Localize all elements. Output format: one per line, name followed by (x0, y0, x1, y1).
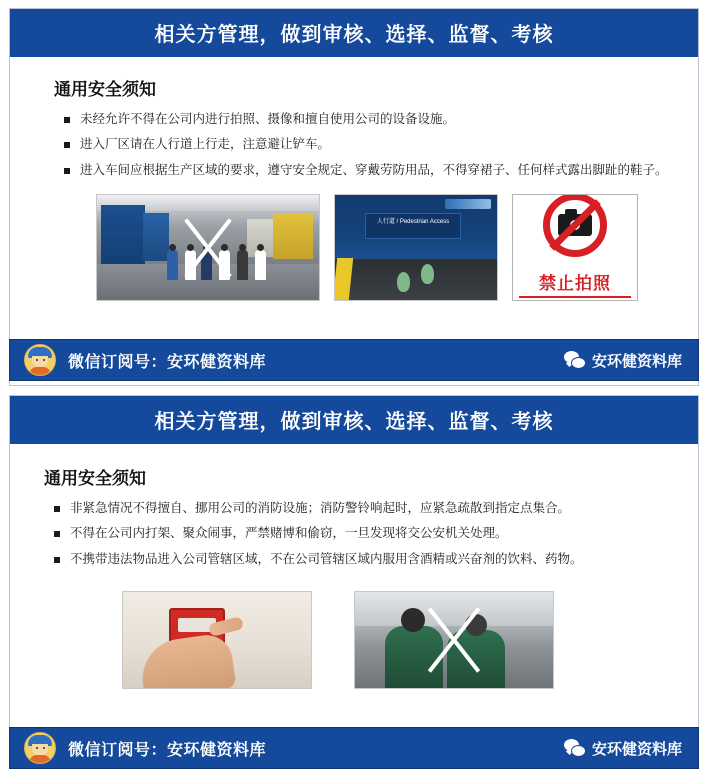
eye-right (43, 747, 45, 749)
slide-2-section-title: 通用安全须知 (44, 469, 146, 488)
prohibition-cross-icon (399, 600, 509, 680)
slide-1-section-title: 通用安全须知 (54, 80, 156, 99)
wechat-icon (564, 351, 586, 369)
footer-banner-2 (9, 727, 699, 769)
slide-1-image-row (96, 194, 672, 301)
footer-brand-group (564, 738, 682, 759)
wechat-icon (564, 739, 586, 757)
yellow-floor-line (334, 258, 353, 300)
slide-1-bullet-list (36, 110, 672, 180)
footer-subscription-text: 微信订阅号：安环健资料库 (68, 353, 267, 371)
walkway-sign-label: 人行道 / Pedestrian Access (365, 213, 461, 239)
list-item: 非紧急情况不得擅自、挪用公司的消防设施；消防警铃响起时，应紧急疏散到指定点集合。 (54, 499, 672, 518)
list-item: 进入厂区请在人行道上行走，注意避让铲车。 (64, 135, 672, 154)
machine-right (273, 213, 313, 259)
machine-left (101, 205, 145, 267)
list-item: 未经允许不得在公司内进行拍照、摄像和擅自使用公司的设备设施。 (64, 110, 672, 129)
no-photography-sign (512, 194, 638, 301)
slide-1-title: 相关方管理，做到审核、选择、监督、考核 (10, 9, 698, 57)
sign-bottom-rule (519, 296, 631, 298)
factory-floor-photo (96, 194, 320, 301)
footprint-marking (421, 264, 434, 284)
list-item: 进入车间应根据生产区域的要求，遵守安全规定、穿戴劳防用品，不得穿裙子、任何样式露出脚趾的鞋子。 (64, 161, 672, 180)
footer-subscription-text: 微信订阅号：安环健资料库 (68, 741, 267, 759)
slide-2-title: 相关方管理，做到审核、选择、监督、考核 (10, 396, 698, 444)
slide-2-image-row (122, 591, 672, 689)
no-photography-label: 禁止拍照 (539, 274, 611, 294)
prohibition-cross-icon (165, 212, 251, 284)
slide-2-bullet-list (36, 499, 672, 569)
footer-brand-name: 安环健资料库 (591, 740, 682, 758)
list-item: 不得在公司内打架、聚众闹事，严禁赌博和偷窃，一旦发现将交公安机关处理。 (54, 524, 672, 543)
slide-1-body (10, 57, 698, 301)
fire-alarm-button-photo (122, 591, 312, 689)
body-shape (29, 755, 51, 763)
horseplay-prohibited-photo (354, 591, 554, 689)
pedestrian-walkway-photo (334, 194, 498, 301)
avatar (24, 344, 56, 376)
hand-shape (138, 632, 237, 689)
body-shape (29, 367, 51, 375)
footer-brand-name: 安环健资料库 (591, 352, 682, 370)
eye-left (36, 359, 38, 361)
slide-1 (9, 8, 699, 386)
eye-right (43, 359, 45, 361)
worker-figure (255, 250, 266, 280)
footer-brand-group (564, 350, 682, 371)
list-item: 不携带违法物品进入公司管辖区域，不在公司管辖区域内服用含酒精或兴奋剂的饮料、药物。 (54, 550, 672, 569)
eye-left (36, 747, 38, 749)
company-logo (445, 199, 491, 209)
avatar (24, 732, 56, 764)
footprint-marking (397, 272, 410, 292)
slide-2-body (10, 444, 698, 689)
slide-2 (9, 395, 699, 769)
footer-banner-1 (9, 339, 699, 381)
